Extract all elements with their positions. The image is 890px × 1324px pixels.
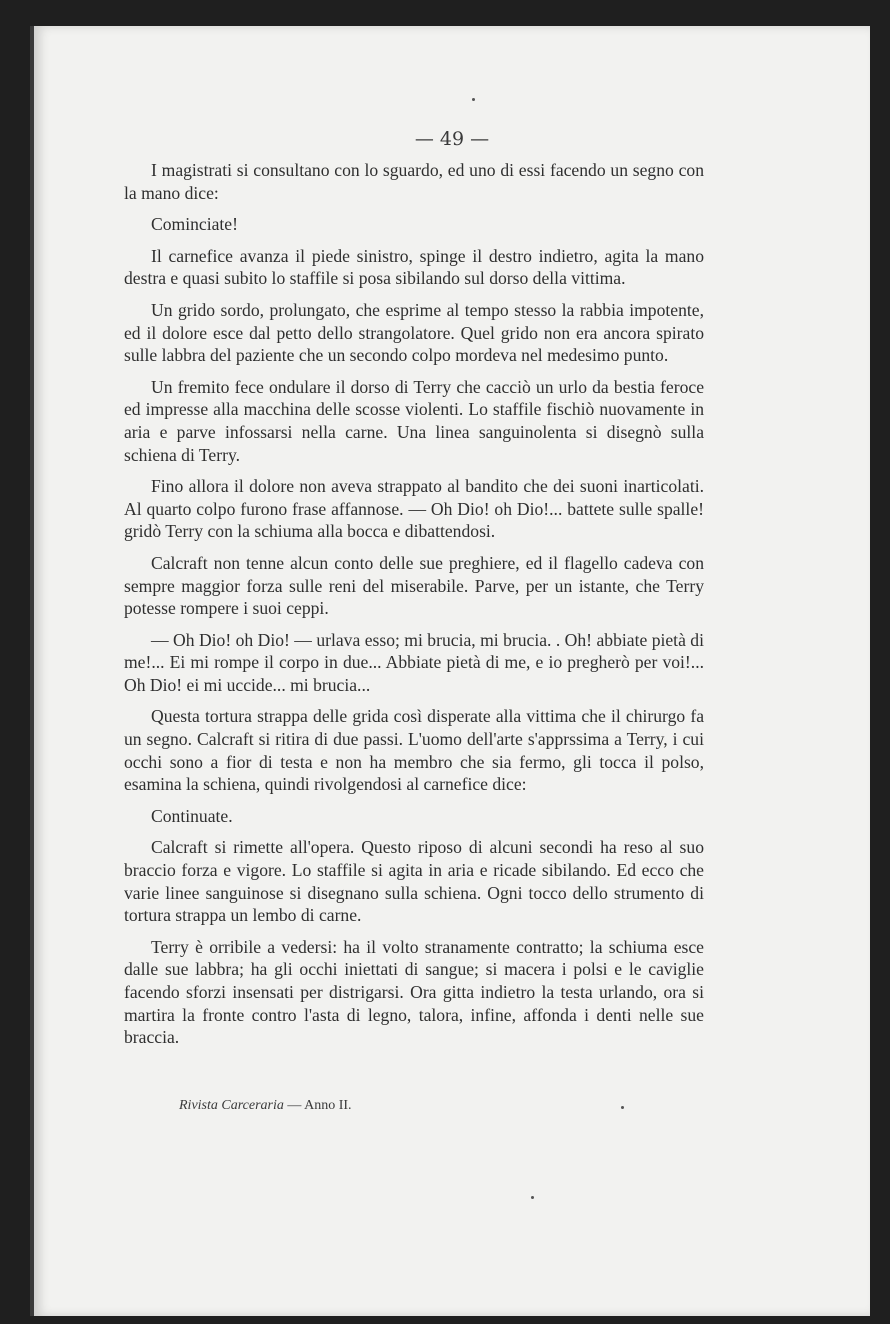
paragraph: I magistrati si consultano con lo sguardo, ed uno di essi facendo un segno con la mano dice: xyxy=(124,160,704,203)
paragraph: Continuate. xyxy=(151,805,233,826)
footer-volume: Anno II. xyxy=(304,1098,352,1113)
paragraph: Un grido sordo, prolungato, che esprime al tempo stesso la rabbia impotente, ed il dolore esce dal petto dello strangolatore. Quel grido non era ancora spirato sulle labbra del paziente che un secondo colpo mordeva nel medesimo punto. xyxy=(124,299,704,366)
scan-speck xyxy=(531,1196,534,1199)
page-number: — 49 — xyxy=(414,128,490,150)
paragraph: Calcraft non tenne alcun conto delle sue preghiere, ed il flagello cadeva con sempre maggior forza sulle reni del miserabile. Parve, per un istante, che Terry potesse rompere i suoi ceppi. xyxy=(124,552,704,619)
page-footer xyxy=(179,1098,352,1114)
paragraph: Fino allora il dolore non aveva strappato al bandito che dei suoni inarticolati. Al quarto colpo furono frase affannose. — Oh Dio! oh Dio!... battete sulle spalle! gridò Terry con la schiuma alla bocca e dibattendosi. xyxy=(124,476,704,542)
paragraph: Cominciate! xyxy=(151,214,238,235)
paragraph: Il carnefice avanza il piede sinistro, spinge il destro indietro, agita la mano destra e quasi subito lo staffile si posa sibilando sul dorso della vittima. xyxy=(124,245,704,289)
paragraph: — Oh Dio! oh Dio! — urlava esso; mi brucia, mi brucia. . Oh! abbiate pietà di me!... Ei mi rompe il corpo in due... Abbiate pietà di me, e io pregherò per voi!... Oh Dio! ei mi uccide... mi brucia... xyxy=(124,629,704,695)
scan-speck xyxy=(621,1106,624,1109)
book-page xyxy=(30,26,870,1316)
paragraph: Un fremito fece ondulare il dorso di Terry che cacciò un urlo da bestia feroce ed impresse alla macchina delle scosse violenti. Lo staffile fischiò nuovamente in aria e parve infossarsi nella carne. Una linea sanguinolenta si disegnò sulla schiena di Terry. xyxy=(124,376,704,465)
footer-journal: Rivista Carceraria xyxy=(179,1098,284,1113)
footer-separator: — xyxy=(287,1098,302,1113)
scan-speck xyxy=(472,98,475,101)
paragraph: Questa tortura strappa delle grida così disperate alla vittima che il chirurgo fa un segno. Calcraft si ritira di due passi. L'uomo dell'arte s'apprssima a Terry, i cui occhi sono a fior di testa e non ha membro che sia fermo, gli tocca il polso, esamina la schiena, quindi rivolgendosi al carnefice dice: xyxy=(124,706,704,795)
body-text xyxy=(124,159,704,1049)
paragraph: Terry è orribile a vedersi: ha il volto stranamente contratto; la schiuma esce dalle sue labbra; ha gli occhi iniettati di sangue; si macera i polsi e le caviglie facendo sforzi insensati per distrigarsi. Ora gitta indietro la testa urlando, ora si martira la fronte contro l'asta di legno, talora, infine, affonda i denti nelle sue braccia. xyxy=(124,936,704,1048)
paragraph: Calcraft si rimette all'opera. Questo riposo di alcuni secondi ha reso al suo braccio forza e vigore. Lo staffile si agita in aria e ricade sibilando. Ed ecco che varie linee sanguinose si disegnano sulla schiena. Ogni tocco dello strumento di tortura strappa un lembo di carne. xyxy=(124,837,704,926)
